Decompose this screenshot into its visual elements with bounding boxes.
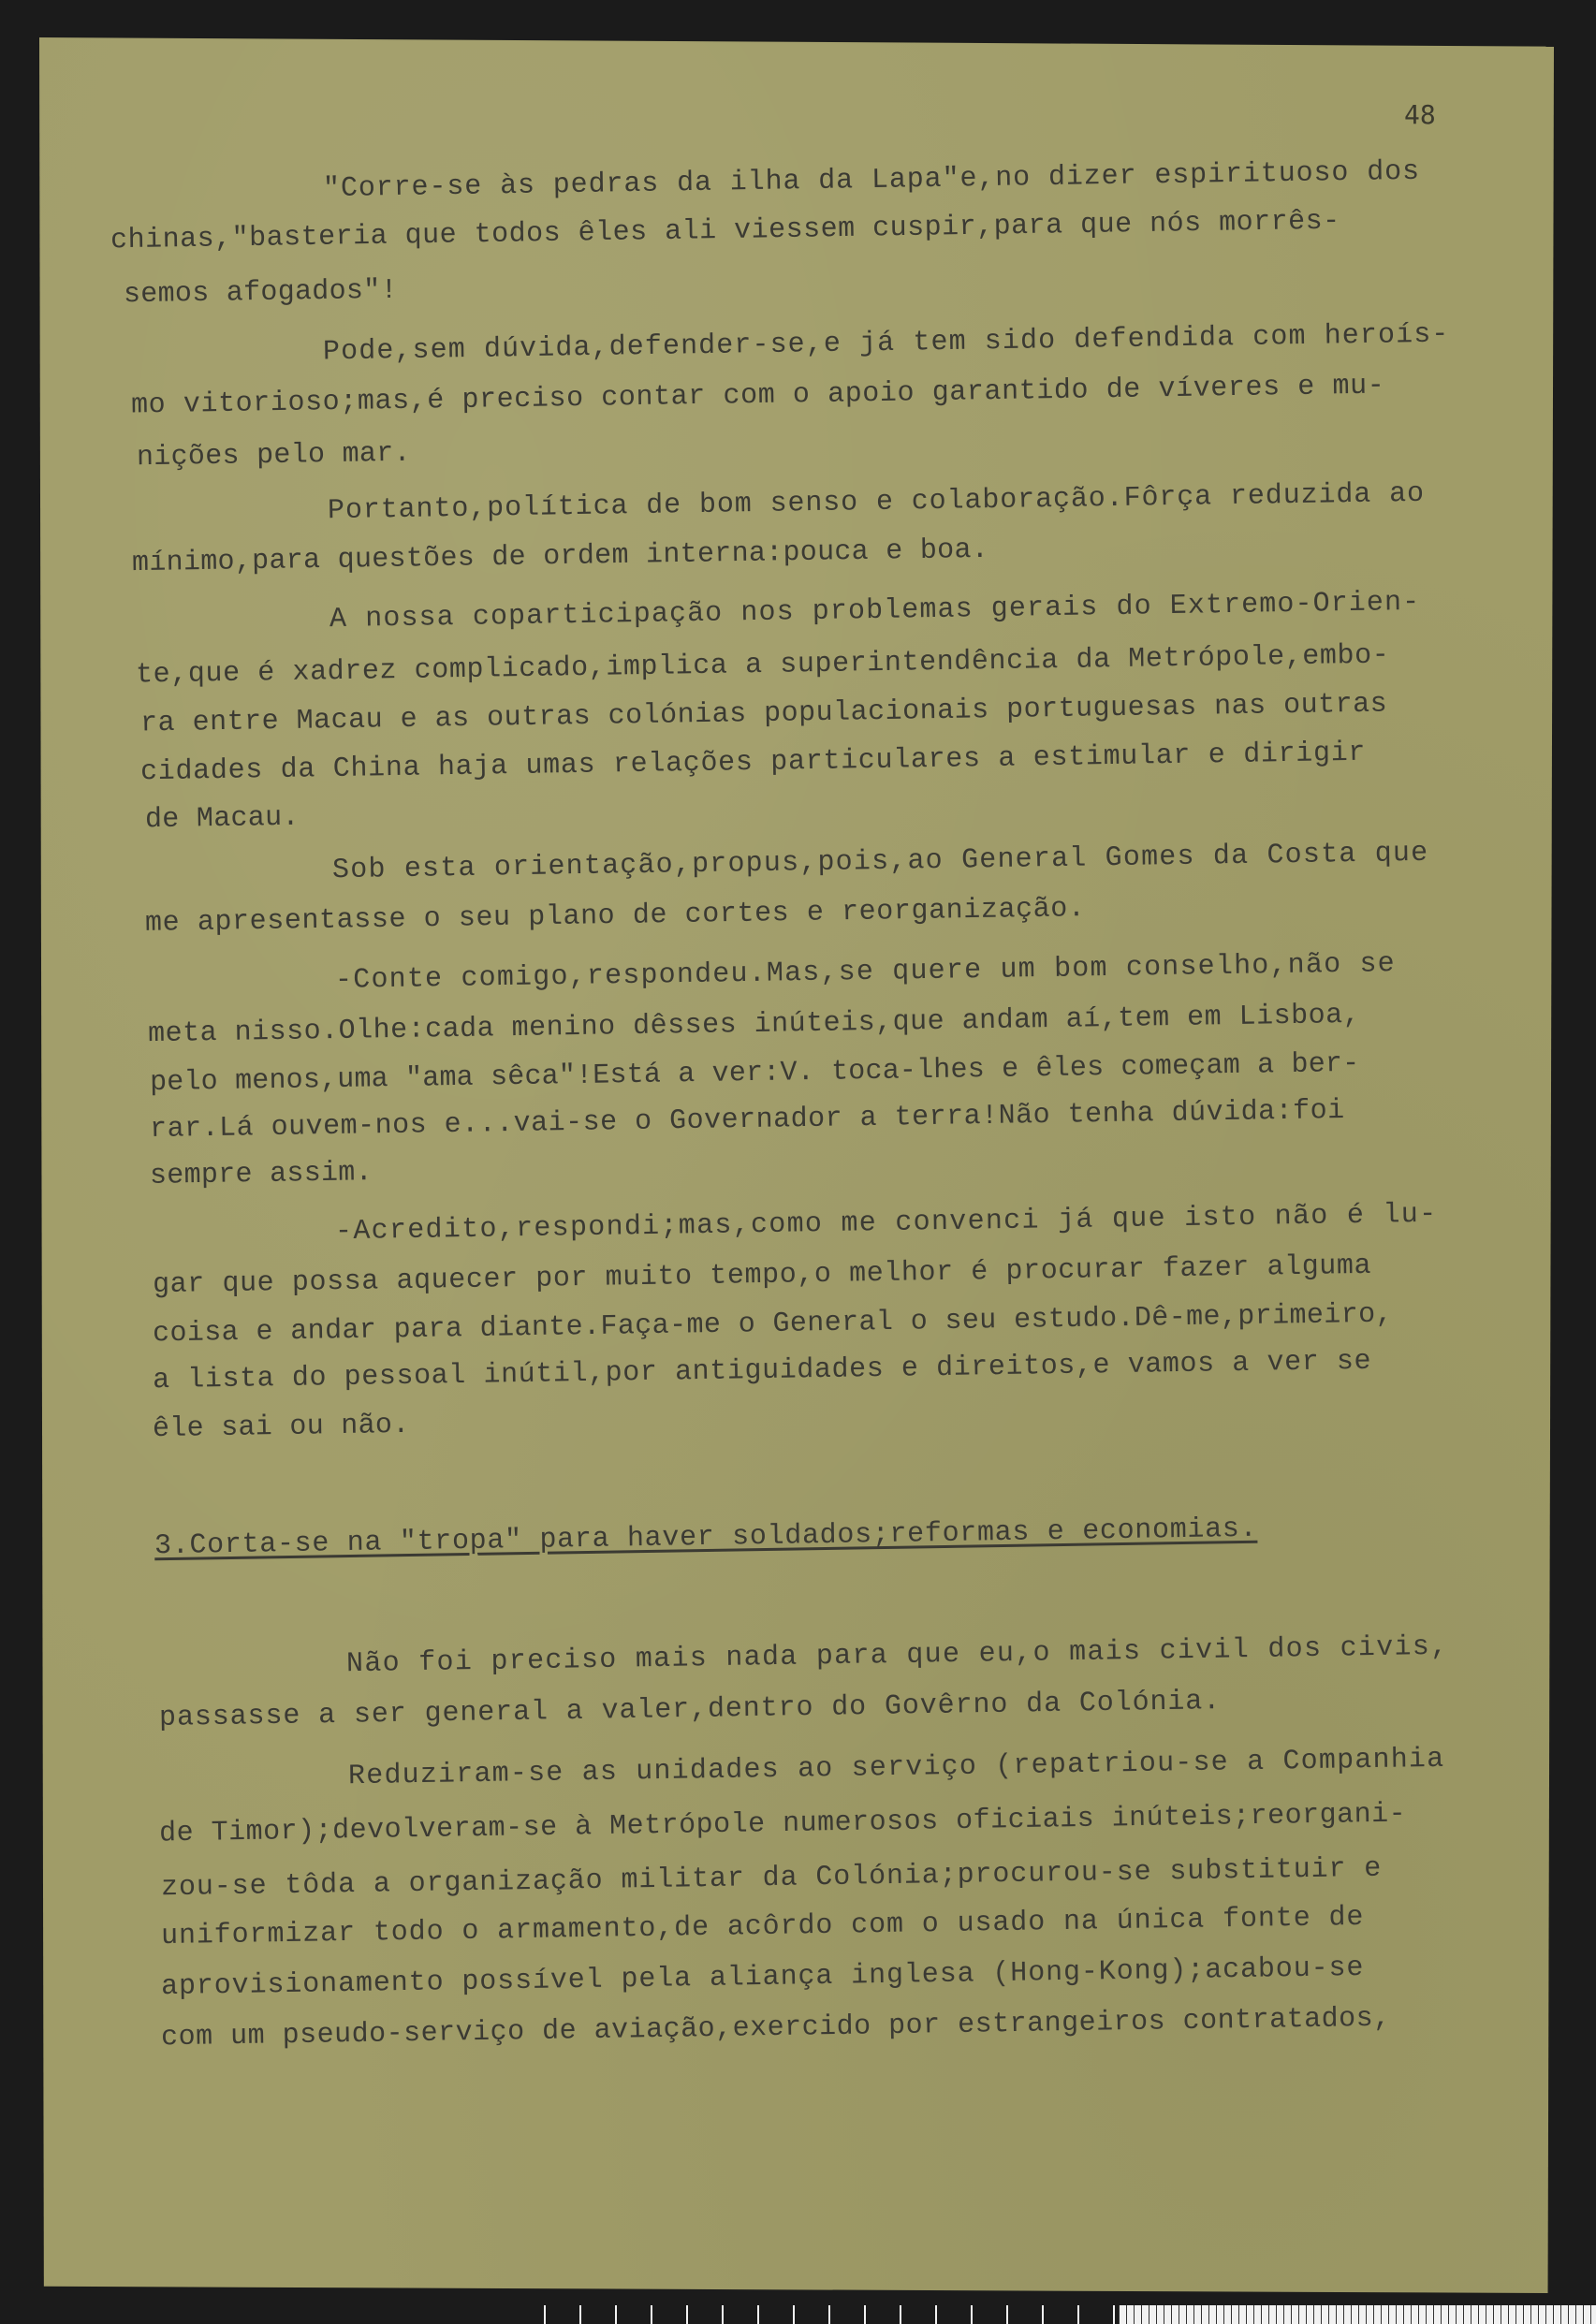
section-heading: 3.Corta-se na "tropa" para haver soldados;reformas e economias. xyxy=(154,1513,1258,1563)
text-line: sempre assim. xyxy=(149,1157,373,1192)
text-line: gar que possa aquecer por muito tempo,o melhor é procurar fazer alguma xyxy=(152,1250,1372,1302)
text-line: zou-se tôda a organização militar da Colónia;procurou-se substituir e xyxy=(160,1852,1383,1905)
text-line: semos afogados"! xyxy=(123,274,399,312)
text-line: cidades da China haja umas relações particulares a estimular e dirigir xyxy=(139,737,1367,789)
text-line: coisa e andar para diante.Faça-me o General o seu estudo.Dê-me,primeiro, xyxy=(152,1298,1394,1351)
ruler-blocks xyxy=(510,2305,1119,2324)
text-line: Não foi preciso mais nada para que eu,o mais civil dos civis, xyxy=(345,1630,1449,1681)
text-line: de Timor);devolveram-se à Metrópole numerosos oficiais inúteis;reorgani- xyxy=(158,1798,1407,1850)
text-line: de Macau. xyxy=(144,801,300,837)
text-line: me apresentasse o seu plano de cortes e reorganização. xyxy=(144,893,1086,940)
text-line: Portanto,política de bom senso e colaboração.Fôrça reduzida ao xyxy=(327,477,1426,528)
text-line: te,que é xadrez complicado,implica a superintendência da Metrópole,embo- xyxy=(135,639,1390,692)
scale-ruler xyxy=(510,2305,1596,2324)
text-line: mo vitorioso;mas,é preciso contar com o apoio garantido de víveres e mu- xyxy=(130,370,1385,422)
text-line: -Conte comigo,respondeu.Mas,se quere um bom conselho,não se xyxy=(334,948,1397,997)
text-line: passasse a ser general a valer,dentro do Govêrno da Colónia. xyxy=(158,1686,1222,1734)
text-line: aprovisionamento possível pela aliança inglesa (Hong-Kong);acabou-se xyxy=(160,1951,1365,2004)
text-line: meta nisso.Olhe:cada menino dêsses inúteis,que andam aí,tem em Lisboa, xyxy=(147,999,1361,1051)
text-line: chinas,"basteria que todos êles ali viessem cuspir,para que nós morrês- xyxy=(110,205,1340,257)
text-line: A nossa coparticipação nos problemas gerais do Extremo-Orien- xyxy=(329,586,1421,636)
text-line: uniformizar todo o armamento,de acôrdo com o usado na única fonte de xyxy=(160,1901,1365,1953)
text-line: com um pseudo-serviço de aviação,exercido por estrangeiros contratados, xyxy=(160,2002,1391,2054)
text-line: Pode,sem dúvida,defender-se,e já tem sido defendida com heroís- xyxy=(322,318,1450,369)
text-line: ra entre Macau e as outras colónias populacionais portuguesas nas outras xyxy=(139,688,1388,740)
text-line: mínimo,para questões de ordem interna:pouca e boa. xyxy=(131,533,989,580)
text-line: Reduziram-se as unidades ao serviço (repatriou-se a Companhia xyxy=(347,1743,1445,1793)
text-line: rar.Lá ouvem-nos e...vai-se o Governador a terra!Não tenha dúvida:foi xyxy=(149,1094,1345,1147)
text-line: Sob esta orientação,propus,pois,ao General Gomes da Costa que xyxy=(331,837,1429,887)
text-line: êle sai ou não. xyxy=(152,1409,410,1446)
text-line: nições pelo mar. xyxy=(136,437,412,475)
ruler-ticks xyxy=(1119,2305,1596,2324)
page-number: 48 xyxy=(1404,99,1436,130)
text-line: -Acredito,respondi;mas,como me convenci já que isto não é lu- xyxy=(334,1198,1438,1249)
text-line: pelo menos,uma "ama sêca"!Está a ver:V. toca-lhes e êles começam a ber- xyxy=(149,1047,1360,1100)
text-line: a lista do pessoal inútil,por antiguidades e direitos,e vamos a ver se xyxy=(152,1345,1372,1397)
text-line: "Corre-se às pedras da ilha da Lapa"e,no dizer espirituoso dos xyxy=(322,155,1421,206)
